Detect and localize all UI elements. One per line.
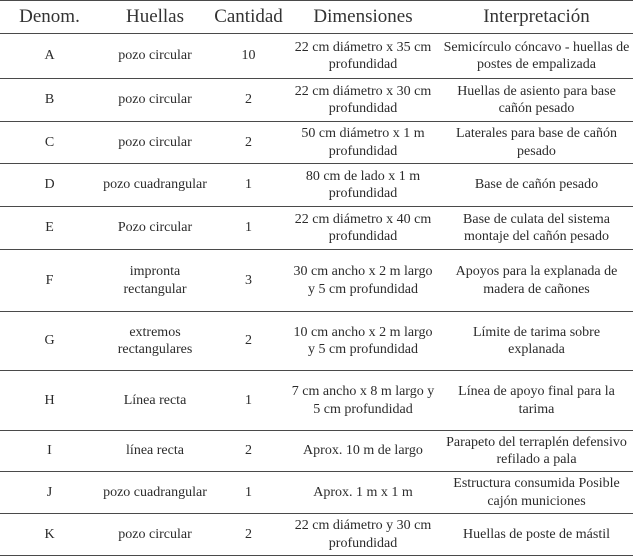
cell-huellas: Pozo circular xyxy=(99,207,211,250)
cell-dimensiones: 50 cm diámetro x 1 m profundidad xyxy=(286,122,440,164)
header-dimensiones: Dimensiones xyxy=(286,1,440,34)
cell-denom: B xyxy=(0,79,99,122)
cell-cantidad: 1 xyxy=(211,207,286,250)
header-huellas: Huellas xyxy=(99,1,211,34)
cell-cantidad: 2 xyxy=(211,514,286,556)
cell-huellas: pozo cuadrangular xyxy=(99,164,211,207)
table-row xyxy=(0,371,633,431)
table-header xyxy=(0,1,633,34)
cell-denom: C xyxy=(0,122,99,164)
cell-interpretacion: Base de culata del sistema montaje del cañón pesado xyxy=(440,207,633,250)
cell-cantidad: 1 xyxy=(211,164,286,207)
cell-dimensiones: 30 cm ancho x 2 m largo y 5 cm profundidad xyxy=(286,250,440,312)
cell-huellas: impronta rectangular xyxy=(99,250,211,312)
cell-cantidad: 3 xyxy=(211,250,286,312)
cell-huellas: pozo circular xyxy=(99,34,211,79)
table-row xyxy=(0,79,633,122)
cell-denom: D xyxy=(0,164,99,207)
table-row xyxy=(0,431,633,472)
cell-interpretacion: Semicírculo cóncavo - huellas de postes de empalizada xyxy=(440,34,633,79)
cell-denom: E xyxy=(0,207,99,250)
cell-huellas: pozo circular xyxy=(99,514,211,556)
cell-dimensiones: Aprox. 10 m de largo xyxy=(286,431,440,472)
cell-denom: K xyxy=(0,514,99,556)
cell-dimensiones: 7 cm ancho x 8 m largo y 5 cm profundidad xyxy=(286,371,440,431)
cell-interpretacion: Base de cañón pesado xyxy=(440,164,633,207)
cell-interpretacion: Huellas de poste de mástil xyxy=(440,514,633,556)
cell-denom: F xyxy=(0,250,99,312)
cell-interpretacion: Huellas de asiento para base cañón pesado xyxy=(440,79,633,122)
cell-cantidad: 2 xyxy=(211,431,286,472)
table-row xyxy=(0,164,633,207)
cell-cantidad: 10 xyxy=(211,34,286,79)
table-row xyxy=(0,122,633,164)
cell-cantidad: 2 xyxy=(211,122,286,164)
cell-cantidad: 2 xyxy=(211,312,286,371)
header-cantidad: Cantidad xyxy=(211,1,286,34)
cell-denom: J xyxy=(0,472,99,514)
cell-interpretacion: Línea de apoyo final para la tarima xyxy=(440,371,633,431)
cell-interpretacion: Estructura consumida Posible cajón municiones xyxy=(440,472,633,514)
cell-denom: G xyxy=(0,312,99,371)
cell-dimensiones: 80 cm de lado x 1 m profundidad xyxy=(286,164,440,207)
cell-huellas: pozo circular xyxy=(99,79,211,122)
header-denom: Denom. xyxy=(0,1,99,34)
table-row xyxy=(0,34,633,79)
cell-huellas: línea recta xyxy=(99,431,211,472)
cell-cantidad: 1 xyxy=(211,371,286,431)
cell-denom: I xyxy=(0,431,99,472)
cell-dimensiones: 22 cm diámetro x 30 cm profundidad xyxy=(286,79,440,122)
table-row xyxy=(0,250,633,312)
cell-interpretacion: Apoyos para la explanada de madera de cañones xyxy=(440,250,633,312)
header-interpretacion: Interpretación xyxy=(440,1,633,34)
cell-interpretacion: Límite de tarima sobre explanada xyxy=(440,312,633,371)
table-row xyxy=(0,312,633,371)
header-row xyxy=(0,1,633,34)
table-body xyxy=(0,34,633,556)
cell-dimensiones: Aprox. 1 m x 1 m xyxy=(286,472,440,514)
table-row xyxy=(0,514,633,556)
cell-dimensiones: 10 cm ancho x 2 m largo y 5 cm profundidad xyxy=(286,312,440,371)
cell-huellas: Línea recta xyxy=(99,371,211,431)
cell-huellas: extremos rectangulares xyxy=(99,312,211,371)
cell-denom: H xyxy=(0,371,99,431)
cell-dimensiones: 22 cm diámetro y 30 cm profundidad xyxy=(286,514,440,556)
cell-cantidad: 1 xyxy=(211,472,286,514)
table-row xyxy=(0,207,633,250)
cell-dimensiones: 22 cm diámetro x 40 cm profundidad xyxy=(286,207,440,250)
table-row xyxy=(0,472,633,514)
cell-cantidad: 2 xyxy=(211,79,286,122)
cell-denom: A xyxy=(0,34,99,79)
cell-dimensiones: 22 cm diámetro x 35 cm profundidad xyxy=(286,34,440,79)
cell-huellas: pozo circular xyxy=(99,122,211,164)
cell-huellas: pozo cuadrangular xyxy=(99,472,211,514)
cell-interpretacion: Parapeto del terraplén defensivo refilado a pala xyxy=(440,431,633,472)
cell-interpretacion: Laterales para base de cañón pesado xyxy=(440,122,633,164)
